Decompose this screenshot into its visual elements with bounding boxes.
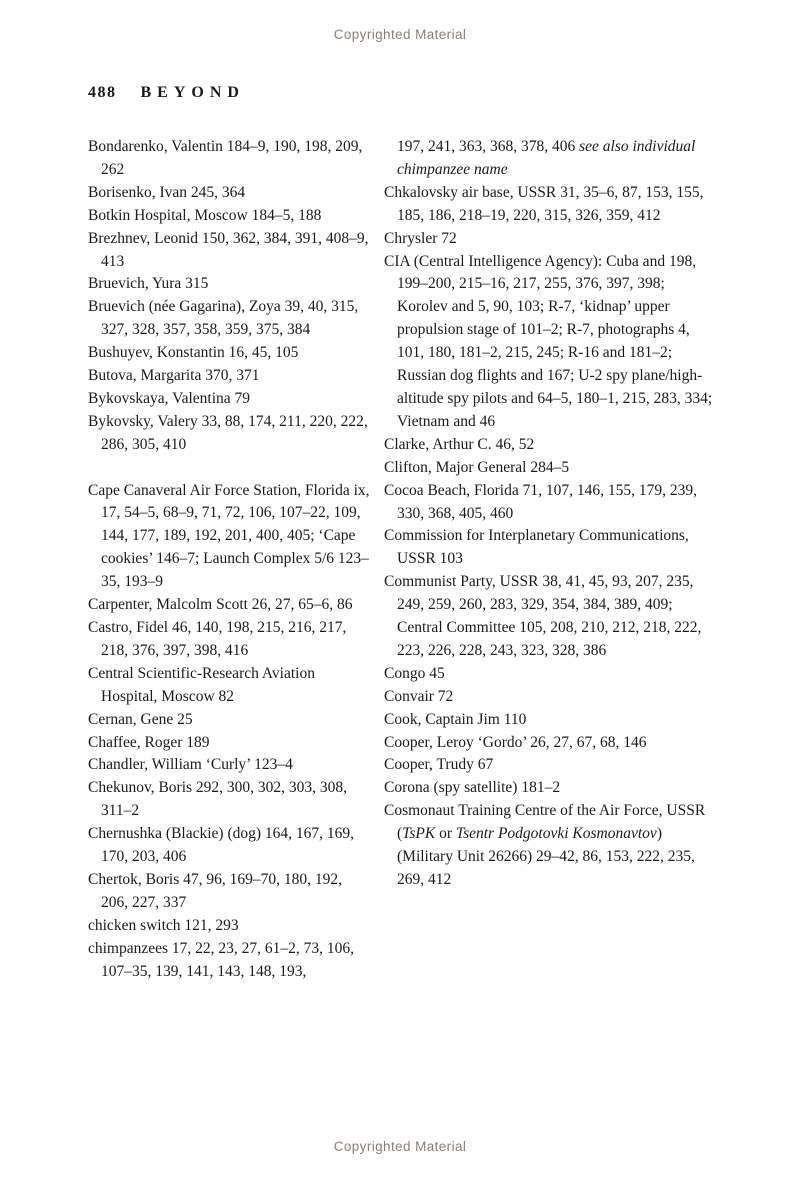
index-entry-text: Central Scientific-Research Aviation Hospital, Moscow 82	[88, 664, 315, 705]
index-entry	[88, 342, 370, 365]
index-entry	[88, 388, 370, 411]
index-columns	[88, 136, 716, 984]
index-entry-text: Communist Party, USSR 38, 41, 45, 93, 207, 235, 249, 259, 260, 283, 329, 354, 384, 389, 409; Central Committee 105, 208, 210, 212, 218, 222, 223, 226, 228, 243, 323, 328, 386	[384, 573, 702, 659]
index-entry	[88, 480, 370, 595]
index-entry	[88, 205, 370, 228]
index-entry-italic-text: TsPK	[402, 825, 436, 843]
index-entry-text: Bushuyev, Konstantin 16, 45, 105	[88, 344, 299, 362]
index-entry-text: Chertok, Boris 47, 96, 169–70, 180, 192, 206, 227, 337	[88, 870, 343, 911]
index-entry-text: CIA (Central Intelligence Agency): Cuba and 198, 199–200, 215–16, 217, 255, 376, 397, 398; Korolev and 5, 90, 103; R-7, ‘kidnap’ upper propulsion stage of 101–2; R-7, photographs 4, 101, 180, 181–2, 215, 245; R-16 and 181–2; Russian dog flights and 167; U-2 spy plane/high-altitude spy pilots and 64–5, 180–1, 215, 283, 334; Vietnam and 46	[384, 252, 713, 430]
index-entry	[384, 571, 716, 663]
index-column-left	[88, 136, 370, 984]
index-entry-text: Bykovsky, Valery 33, 88, 174, 211, 220, 222, 286, 305, 410	[88, 412, 368, 453]
index-entry-text: ) (Military Unit 26266) 29–42, 86, 153, 222, 235, 269, 412	[397, 825, 695, 888]
index-entry	[88, 869, 370, 915]
index-entry-text: Clarke, Arthur C. 46, 52	[384, 435, 535, 453]
index-entry	[384, 777, 716, 800]
index-entry-text: chicken switch 121, 293	[88, 916, 239, 934]
index-entry	[88, 296, 370, 342]
index-entry-text: Borisenko, Ivan 245, 364	[88, 183, 246, 201]
index-entry	[384, 686, 716, 709]
index-entry-text: Cooper, Trudy 67	[384, 756, 494, 774]
index-entry	[88, 273, 370, 296]
index-entry	[88, 411, 370, 457]
index-entry-text: Clifton, Major General 284–5	[384, 458, 570, 476]
index-entry	[88, 182, 370, 205]
index-entry-text: Bykovskaya, Valentina 79	[88, 389, 251, 407]
index-entry-text: Brezhnev, Leonid 150, 362, 384, 391, 408–9, 413	[88, 229, 369, 270]
index-entry-text: Commission for Interplanetary Communications, USSR 103	[384, 527, 689, 568]
index-entry	[384, 251, 716, 434]
index-entry-text: 197, 241, 363, 368, 378, 406	[397, 138, 580, 155]
index-entry-text: Bruevich, Yura 315	[88, 275, 209, 293]
index-entry	[384, 434, 716, 457]
index-entry	[384, 182, 716, 228]
index-entry-text: Congo 45	[384, 664, 445, 682]
index-entry-text: Cooper, Leroy ‘Gordo’ 26, 27, 67, 68, 146	[384, 733, 647, 751]
index-entry	[384, 136, 716, 182]
index-entry	[88, 136, 370, 182]
index-entry-text: Chkalovsky air base, USSR 31, 35–6, 87, 153, 155, 185, 186, 218–19, 220, 315, 326, 359, 412	[384, 183, 704, 224]
copyright-notice-bottom: Copyrighted Material	[333, 1139, 467, 1154]
copyright-notice-top: Copyrighted Material	[333, 27, 467, 42]
index-entry	[88, 228, 370, 274]
index-column-right	[384, 136, 716, 984]
index-entry-text: Cape Canaveral Air Force Station, Florida ix, 17, 54–5, 68–9, 71, 72, 106, 107–22, 109, 144, 177, 189, 192, 201, 400, 405; ‘Cape cookies’ 146–7; Launch Complex 5/6 123–35, 193–9	[88, 481, 370, 591]
index-entry	[88, 823, 370, 869]
index-entry	[384, 525, 716, 571]
book-title: BEYOND	[140, 84, 245, 101]
index-entry	[384, 732, 716, 755]
index-entry-text: Convair 72	[384, 687, 454, 705]
index-entry	[384, 480, 716, 526]
index-entry	[88, 754, 370, 777]
index-entry-text: Botkin Hospital, Moscow 184–5, 188	[88, 206, 322, 224]
index-entry-text: Chekunov, Boris 292, 300, 302, 303, 308, 311–2	[88, 779, 348, 820]
index-entry-text: Cernan, Gene 25	[88, 710, 193, 728]
index-entry	[88, 365, 370, 388]
index-entry	[384, 457, 716, 480]
index-entry	[384, 228, 716, 251]
index-entry	[88, 777, 370, 823]
index-entry-text: Castro, Fidel 46, 140, 198, 215, 216, 217, 218, 376, 397, 398, 416	[88, 619, 347, 659]
page-number: 488	[88, 84, 117, 101]
index-entry-text: Bondarenko, Valentin 184–9, 190, 198, 209, 262	[88, 138, 363, 178]
index-entry	[384, 800, 716, 892]
index-entry	[88, 617, 370, 663]
page-header	[88, 84, 245, 102]
index-entry-text: Bruevich (née Gagarina), Zoya 39, 40, 315, 327, 328, 357, 358, 359, 375, 384	[88, 298, 359, 339]
index-entry-text: Chaffee, Roger 189	[88, 733, 210, 751]
index-entry	[88, 732, 370, 755]
index-entry-italic-text: Tsentr Podgotovki Kosmonavtov	[455, 825, 657, 843]
index-entry-text: or	[435, 825, 456, 843]
index-entry-text: Chernushka (Blackie) (dog) 164, 167, 169, 170, 203, 406	[88, 825, 355, 866]
index-entry-text: Chandler, William ‘Curly’ 123–4	[88, 756, 293, 774]
index-entry-text: Cosmonaut Training Centre of the Air Force, USSR (	[384, 802, 706, 843]
index-entry-text: Cocoa Beach, Florida 71, 107, 146, 155, 179, 239, 330, 368, 405, 460	[384, 481, 697, 522]
index-entry-text: chimpanzees 17, 22, 23, 27, 61–2, 73, 106, 107–35, 139, 141, 143, 148, 193,	[88, 939, 355, 980]
index-entry-text: Corona (spy satellite) 181–2	[384, 779, 561, 797]
index-entry-text: Butova, Margarita 370, 371	[88, 367, 260, 385]
index-entry	[384, 663, 716, 686]
index-entry-text: Carpenter, Malcolm Scott 26, 27, 65–6, 86	[88, 596, 353, 614]
index-entry	[88, 709, 370, 732]
index-entry	[88, 594, 370, 617]
index-entry	[88, 938, 370, 984]
index-entry	[88, 663, 370, 709]
index-entry	[88, 915, 370, 938]
index-entry-text: Chrysler 72	[384, 229, 457, 247]
index-entry-text: Cook, Captain Jim 110	[384, 710, 527, 728]
index-entry-italic-text: see also individual chimpanzee name	[397, 138, 696, 178]
index-entry	[384, 709, 716, 732]
index-entry	[384, 754, 716, 777]
